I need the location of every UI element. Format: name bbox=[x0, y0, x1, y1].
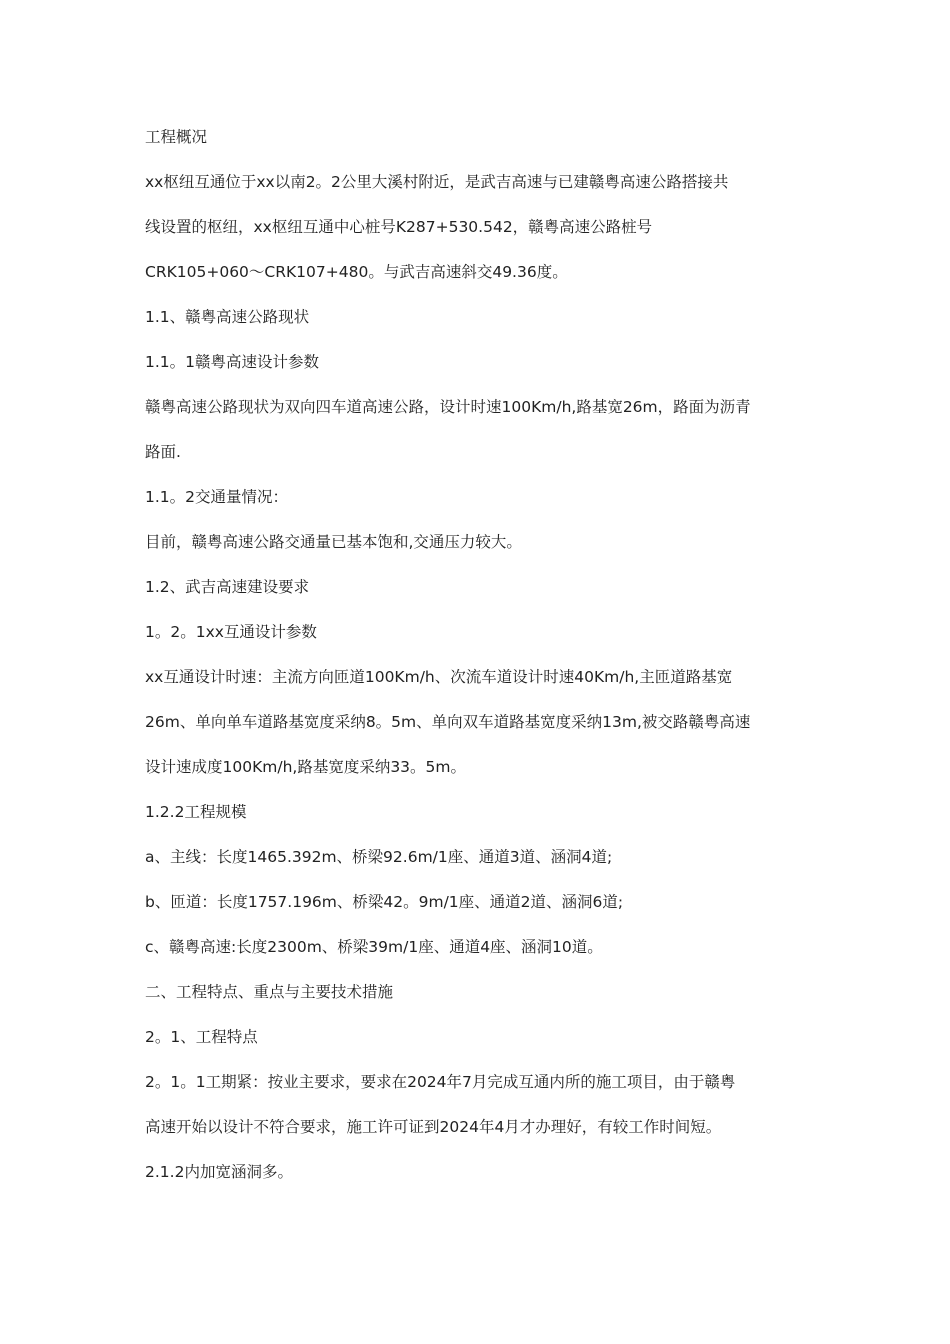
section-heading: 1.1、赣粤高速公路现状 bbox=[145, 308, 310, 326]
subsection-heading: 1.2.2工程规模 bbox=[145, 803, 247, 821]
subsection-heading: 2。1、工程特点 bbox=[145, 1028, 258, 1046]
list-item: b、匝道：长度1757.196m、桥梁42。9m/1座、通道2道、涵洞6道; bbox=[145, 893, 624, 911]
paragraph-line: 设计速成度100Km/h,路基宽度采纳33。5m。 bbox=[145, 758, 467, 776]
paragraph-line: 目前，赣粤高速公路交通量已基本饱和,交通压力较大。 bbox=[145, 533, 522, 551]
document-body bbox=[145, 122, 810, 1202]
subsection-heading: 1.1。1赣粤高速设计参数 bbox=[145, 353, 320, 371]
paragraph-line: 2。1。1工期紧：按业主要求，要求在2024年7月完成互通内所的施工项目，由于赣粤 bbox=[145, 1073, 736, 1091]
subsection-heading: 1.1。2交通量情况： bbox=[145, 488, 289, 506]
list-item: a、主线：长度1465.392m、桥梁92.6m/1座、通道3道、涵洞4道; bbox=[145, 848, 613, 866]
paragraph-line: xx互通设计时速：主流方向匝道100Km/h、次流车道设计时速40Km/h,主匝道路基宽 bbox=[145, 668, 733, 686]
paragraph-line: 路面. bbox=[145, 443, 181, 461]
section-heading: 工程概况 bbox=[145, 128, 208, 146]
paragraph-line: xx枢纽互通位于xx以南2。2公里大溪村附近，是武吉高速与已建赣粤高速公路搭接共 bbox=[145, 173, 729, 191]
paragraph-line: 线设置的枢纽，xx枢纽互通中心桩号K287+530.542，赣粤高速公路桩号 bbox=[145, 218, 653, 236]
paragraph-line: 2.1.2内加宽涵洞多。 bbox=[145, 1163, 293, 1181]
paragraph-line: 赣粤高速公路现状为双向四车道高速公路，设计时速100Km/h,路基宽26m，路面为沥青 bbox=[145, 398, 751, 416]
list-item: c、赣粤高速:长度2300m、桥梁39m/1座、通道4座、涵洞10道。 bbox=[145, 938, 603, 956]
paragraph-line: 高速开始以设计不符合要求，施工许可证到2024年4月才办理好，有较工作时间短。 bbox=[145, 1118, 722, 1136]
paragraph-line: 26m、单向单车道路基宽度采纳8。5m、单向双车道路基宽度采纳13m,被交路赣粤高速 bbox=[145, 713, 751, 731]
subsection-heading: 1。2。1xx互通设计参数 bbox=[145, 623, 317, 641]
section-heading: 二、工程特点、重点与主要技术措施 bbox=[145, 983, 394, 1001]
section-heading: 1.2、武吉高速建设要求 bbox=[145, 578, 310, 596]
paragraph-line: CRK105+060～CRK107+480。与武吉高速斜交49.36度。 bbox=[145, 263, 568, 281]
